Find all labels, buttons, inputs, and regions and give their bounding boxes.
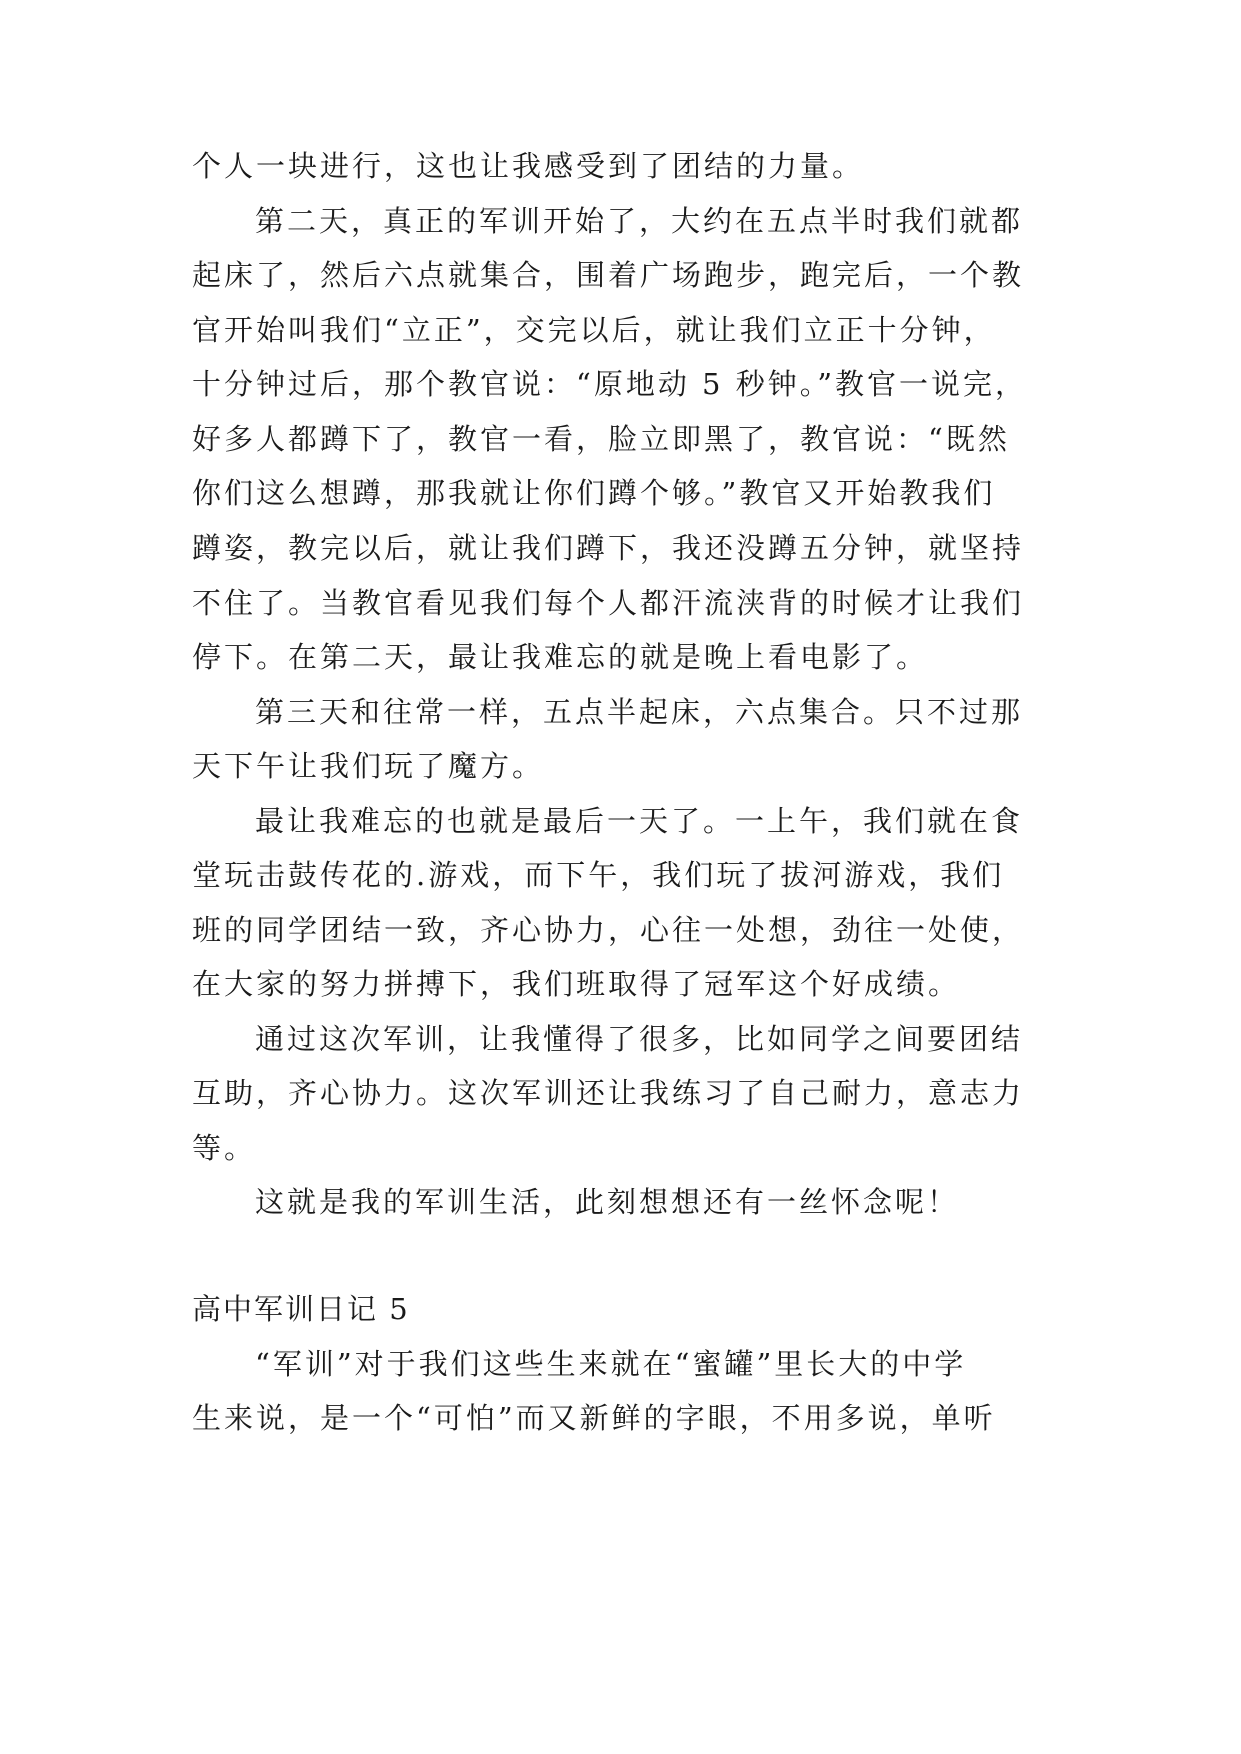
text-line: 天下午让我们玩了魔方。	[192, 749, 545, 783]
paragraph-start-line: 第三天和往常一样，五点半起床，六点集合。只不过那	[255, 695, 1024, 729]
text-line: 不住了。当教官看见我们每个人都汗流浃背的时候才让我们	[192, 586, 1025, 620]
text-line: 停下。在第二天，最让我难忘的就是晚上看电影了。	[192, 640, 929, 674]
text-line: 起床了，然后六点就集合，围着广场跑步，跑完后，一个教	[192, 258, 1025, 292]
section-heading: 高中军训日记 5	[192, 1292, 410, 1326]
text-line: 堂玩击鼓传花的.游戏，而下午，我们玩了拔河游戏，我们	[192, 858, 1005, 892]
text-line: 个人一块进行，这也让我感受到了团结的力量。	[192, 149, 865, 183]
paragraph-start-line: 最让我难忘的也就是最后一天了。一上午，我们就在食	[255, 804, 1024, 838]
text-line: 互助，齐心协力。这次军训还让我练习了自己耐力，意志力	[192, 1076, 1025, 1110]
paragraph-start-line: 这就是我的军训生活，此刻想想还有一丝怀念呢！	[255, 1185, 960, 1219]
text-line: 生来说，是一个“可怕”而又新鲜的字眼，不用多说，单听	[192, 1401, 996, 1435]
text-line: 蹲姿，教完以后，就让我们蹲下，我还没蹲五分钟，就坚持	[192, 531, 1025, 565]
text-line: 官开始叫我们“立正”，交完以后，就让我们立正十分钟，	[192, 313, 996, 347]
text-line: 在大家的努力拼搏下，我们班取得了冠军这个好成绩。	[192, 967, 961, 1001]
text-line: 等。	[192, 1131, 257, 1165]
text-line: 十分钟过后，那个教官说：“原地动 5 秒钟。”教官一说完，	[192, 367, 1028, 401]
text-line: 你们这么想蹲，那我就让你们蹲个够。”教官又开始教我们	[192, 476, 996, 510]
paragraph-start-line: 第二天，真正的军训开始了，大约在五点半时我们就都	[255, 204, 1024, 238]
text-line: 班的同学团结一致，齐心协力，心往一处想，劲往一处使，	[192, 913, 1025, 947]
paragraph-start-line: “军训”对于我们这些生来就在“蜜罐”里长大的中学	[255, 1347, 967, 1381]
paragraph-start-line: 通过这次军训，让我懂得了很多，比如同学之间要团结	[255, 1022, 1024, 1056]
text-line: 好多人都蹲下了，教官一看，脸立即黑了，教官说：“既然	[192, 422, 1010, 456]
